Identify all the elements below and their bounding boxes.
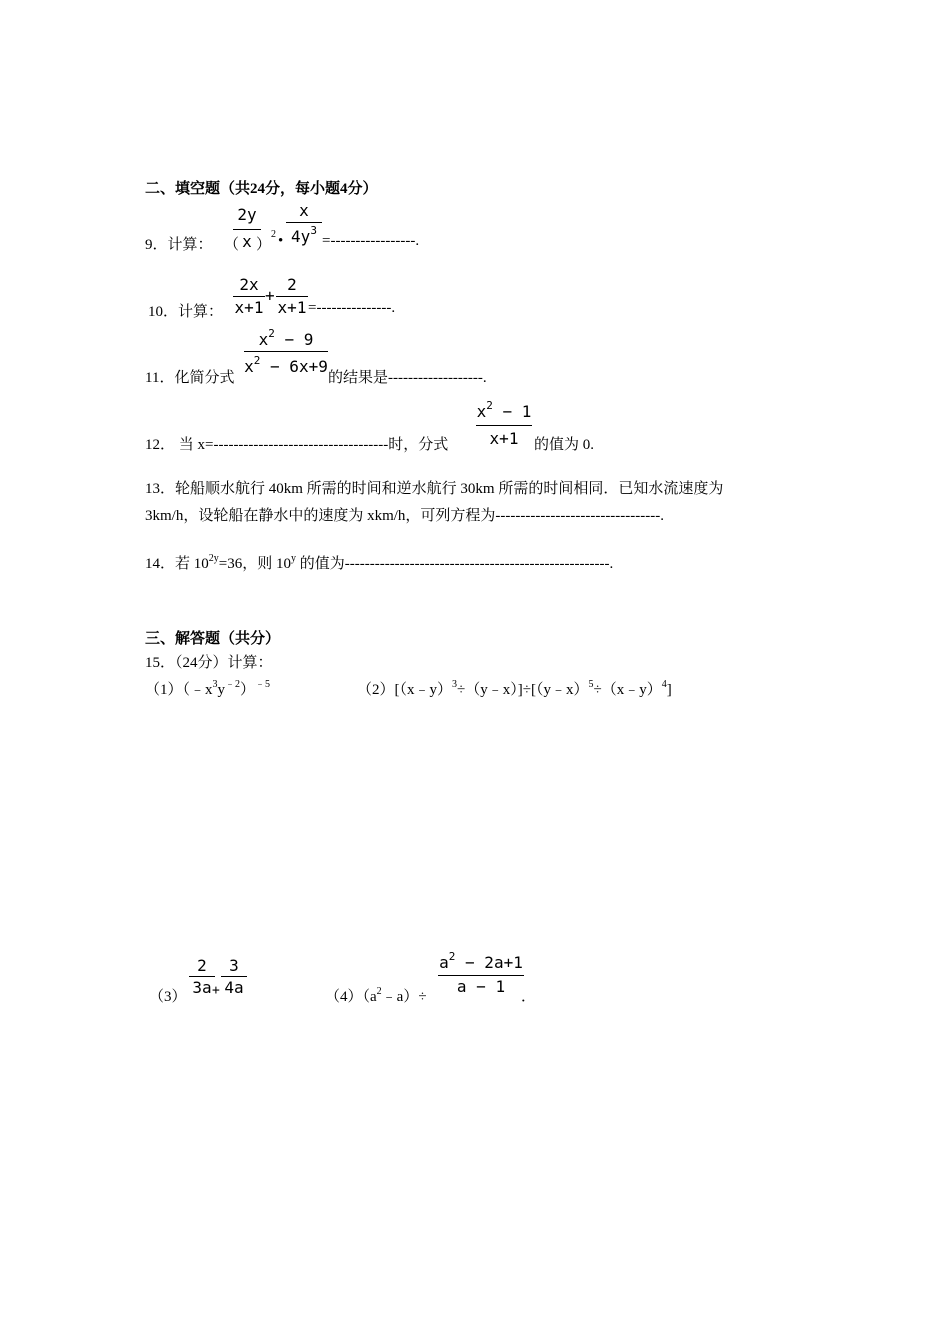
- question-15-label: 15．（24分）计算：: [145, 655, 273, 671]
- q9-exponent: 2: [271, 229, 276, 240]
- q10-fraction-1-numerator: 2x: [239, 275, 259, 294]
- q15-part-3-fraction-2: [221, 956, 247, 1004]
- q10-fraction-1-denominator: x+1: [234, 298, 264, 317]
- q15-part-3-label: （3）: [149, 989, 187, 1005]
- q14-exponent-1: 2y: [208, 553, 219, 564]
- fraction-bar: [244, 351, 328, 352]
- q11-fraction: [244, 326, 328, 382]
- fraction-denominator: 4a: [224, 978, 244, 997]
- q9-fraction-2-denominator: $4y^3$: [291, 224, 317, 246]
- q9-fraction-2: [286, 201, 322, 253]
- q10-answer-blank: =---------------.: [308, 300, 396, 316]
- section-3-heading: 三、解答题（共分）: [145, 631, 281, 647]
- q11-fraction-denominator: $x^2 - 6x+9$: [244, 354, 328, 376]
- q9-right-paren: ）: [256, 237, 272, 253]
- fraction-bar: [189, 976, 215, 977]
- q15-part-4-fraction: [438, 950, 524, 1004]
- fraction-bar: [286, 222, 322, 223]
- question-9-label: 9．计算：: [145, 237, 213, 253]
- question-14: 14．若 $10^{2y}=36$，则 10$^y$ 的值为-----------------------------------------------------.: [145, 553, 614, 572]
- fraction-bar: [233, 296, 265, 297]
- q9-fraction-1-numerator: 2y: [237, 205, 257, 224]
- fraction-bar: [438, 975, 524, 976]
- q12-fraction-numerator: $x^2 - 1$: [476, 399, 532, 421]
- fraction-bar: [221, 976, 247, 977]
- q10-fraction-2-denominator: x+1: [277, 298, 307, 317]
- q15-part-4-prefix: $(4)(a^2﹣a)\div$: [325, 986, 427, 1005]
- q9-answer-blank: =-----------------.: [322, 233, 420, 249]
- q11-answer-blank: 的结果是-------------------.: [328, 370, 487, 386]
- q10-plus: +: [265, 286, 275, 305]
- q15-part-4-period: ．: [521, 989, 537, 1005]
- fraction-denominator: a − 1: [456, 977, 506, 996]
- q9-fraction-1-denominator: x: [242, 232, 252, 251]
- q9-fraction-2-numerator: x: [299, 201, 309, 220]
- question-11-label: 11．化简分式: [145, 370, 235, 386]
- q12-fraction: [476, 398, 532, 452]
- q15-part-2: （2）[（x﹣y）$^3$÷（y﹣x）]÷[（y﹣x）$^5$÷（x﹣y）$^4$]: [357, 679, 672, 698]
- fraction-numerator: 3: [229, 956, 239, 975]
- fraction-bar: [476, 425, 532, 426]
- question-13-line-1: 13．轮船顺水航行 40km 所需的时间和逆水航行 30km 所需的时间相同．已知水流速度为: [145, 481, 724, 497]
- q10-fraction-2: [276, 275, 308, 325]
- fraction-bar: [276, 296, 308, 297]
- fraction-bar: [233, 229, 261, 230]
- section-2-heading: 二、填空题（共24分，每小题4分）: [145, 181, 378, 197]
- fraction-numerator: 2: [197, 956, 207, 975]
- q11-fraction-numerator: $x^2 - 9$: [258, 327, 314, 349]
- q12-tail: 的值为 0.: [534, 437, 595, 453]
- q15-part-3-plus: +: [212, 983, 220, 998]
- q9-left-paren: （: [224, 237, 240, 253]
- q9-dot: •: [278, 233, 284, 249]
- fraction-denominator: 3a: [192, 978, 212, 997]
- q14-exponent-2: y: [290, 553, 296, 564]
- question-10-label: 10．计算：: [148, 304, 224, 320]
- q15-part-1: $(1)(﹣x^3y^{﹣2})^{﹣5}$: [145, 679, 271, 698]
- question-12-text: 12． 当 x=-----------------------------------时，分式: [145, 437, 449, 453]
- fraction-numerator: $a^2 - 2a+1$: [439, 950, 523, 972]
- q10-fraction-1: [233, 275, 265, 325]
- q12-fraction-denominator: x+1: [489, 429, 519, 448]
- q10-fraction-2-numerator: 2: [287, 275, 297, 294]
- question-13-line-2: 3km/h，设轮船在静水中的速度为 xkm/h，可列方程为---------------------------------.: [145, 508, 665, 524]
